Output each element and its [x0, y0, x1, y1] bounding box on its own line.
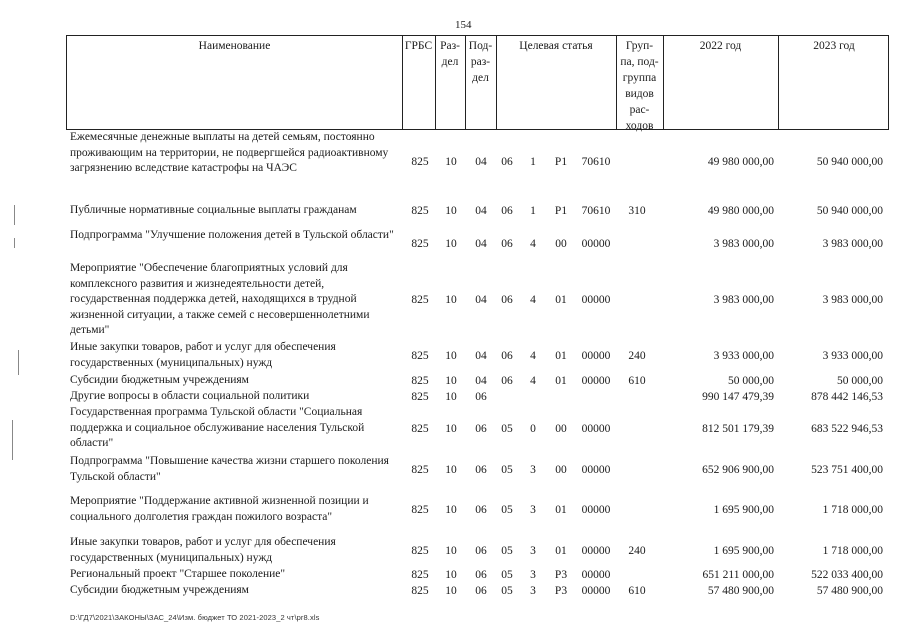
- row-name: Другие вопросы в области социальной политики: [70, 390, 310, 402]
- cell-rz: 10: [445, 204, 457, 217]
- cell-pr: 06: [475, 422, 487, 435]
- cell-t2: 0: [530, 422, 536, 435]
- file-path-footer: D:\ГД7\2021\ЗАКОНЫ\ЗАС_24\Изм. бюджет ТО 2021-2023_2 чт\pr8.xls: [70, 613, 320, 622]
- cell-v2023: 1 718 000,00: [822, 503, 883, 516]
- header-podrazdel: Под- раз- дел: [468, 40, 493, 84]
- cell-v2022: 57 480 900,00: [707, 584, 774, 597]
- row-name: Субсидии бюджетным учреждениям: [70, 374, 249, 386]
- cell-rz: 10: [445, 422, 457, 435]
- cell-vr: 610: [628, 374, 646, 387]
- cell-v2022: 3 983 000,00: [713, 293, 774, 306]
- cell-t4: 00000: [581, 349, 611, 362]
- cell-rz: 10: [445, 568, 457, 581]
- cell-rz: 10: [445, 374, 457, 387]
- cell-pr: 04: [475, 293, 487, 306]
- cell-rz: 10: [445, 349, 457, 362]
- cell-grbs: 825: [411, 155, 429, 168]
- row-name: Мероприятие "Обеспечение благоприятных условий для комплексного развития и жизнедеятельности детей, государственная поддержка детей, находящихся в трудной жизненной ситуации, а также семей с несовершеннолетними детьми": [70, 262, 370, 336]
- header-razdel: Раз- дел: [440, 40, 460, 68]
- header-group: Груп- па, под- группа видов рас- ходов: [620, 40, 659, 132]
- cell-t3: 00: [555, 237, 567, 250]
- cell-v2022: 1 695 900,00: [713, 544, 774, 557]
- cell-t1: 06: [501, 237, 513, 250]
- cell-t2: 3: [530, 544, 536, 557]
- cell-pr: 06: [475, 584, 487, 597]
- cell-t4: 00000: [581, 544, 611, 557]
- cell-grbs: 825: [411, 293, 429, 306]
- cell-t2: 3: [530, 503, 536, 516]
- row-name: Субсидии бюджетным учреждениям: [70, 584, 249, 596]
- cell-t3: P1: [554, 155, 568, 168]
- cell-grbs: 825: [411, 237, 429, 250]
- cell-t2: 3: [530, 463, 536, 476]
- cell-v2022: 990 147 479,39: [702, 390, 774, 403]
- cell-t2: 4: [530, 293, 536, 306]
- table-row: [0, 535, 905, 567]
- cell-t3: 01: [555, 503, 567, 516]
- cell-t2: 4: [530, 374, 536, 387]
- cell-t1: 06: [501, 374, 513, 387]
- table-row: [0, 389, 905, 405]
- row-name: Иные закупки товаров, работ и услуг для обеспечения государственных (муниципальных) нужд: [70, 536, 336, 564]
- row-name: Иные закупки товаров, работ и услуг для обеспечения государственных (муниципальных) нужд: [70, 341, 336, 369]
- cell-t4: 00000: [581, 503, 611, 516]
- table-row: [0, 583, 905, 599]
- cell-grbs: 825: [411, 584, 429, 597]
- cell-v2022: 3 983 000,00: [713, 237, 774, 250]
- cell-v2023: 523 751 400,00: [811, 463, 883, 476]
- header-2023: 2023 год: [813, 40, 855, 52]
- header-grbs: ГРБС: [404, 40, 433, 52]
- cell-pr: 06: [475, 503, 487, 516]
- cell-grbs: 825: [411, 503, 429, 516]
- cell-t3: P3: [554, 584, 568, 597]
- row-name: Государственная программа Тульской области "Социальная поддержка и социальное обслуживание населения Тульской области": [70, 406, 365, 449]
- cell-v2023: 683 522 946,53: [811, 422, 883, 435]
- row-name: Подпрограмма "Повышение качества жизни старшего поколения Тульской области": [70, 455, 389, 483]
- cell-pr: 04: [475, 204, 487, 217]
- cell-v2023: 50 940 000,00: [816, 204, 883, 217]
- table-row: [0, 494, 905, 526]
- cell-v2023: 1 718 000,00: [822, 544, 883, 557]
- cell-t2: 3: [530, 584, 536, 597]
- cell-t3: 00: [555, 463, 567, 476]
- cell-t2: 4: [530, 237, 536, 250]
- cell-pr: 04: [475, 349, 487, 362]
- table-row: [0, 567, 905, 583]
- cell-rz: 10: [445, 463, 457, 476]
- cell-t1: 06: [501, 349, 513, 362]
- cell-t4: 00000: [581, 374, 611, 387]
- cell-vr: 240: [628, 544, 646, 557]
- page-number: 154: [455, 19, 472, 31]
- cell-grbs: 825: [411, 544, 429, 557]
- cell-v2022: 49 980 000,00: [707, 204, 774, 217]
- cell-t3: 01: [555, 293, 567, 306]
- cell-v2023: 3 983 000,00: [822, 293, 883, 306]
- cell-v2022: 1 695 900,00: [713, 503, 774, 516]
- cell-rz: 10: [445, 584, 457, 597]
- cell-v2023: 57 480 900,00: [816, 584, 883, 597]
- cell-v2022: 3 933 000,00: [713, 349, 774, 362]
- cell-t3: P1: [554, 204, 568, 217]
- cell-vr: 240: [628, 349, 646, 362]
- cell-grbs: 825: [411, 349, 429, 362]
- table-row: [0, 405, 905, 453]
- row-name: Региональный проект "Старшее поколение": [70, 568, 286, 580]
- cell-t1: 05: [501, 422, 513, 435]
- cell-t4: 00000: [581, 237, 611, 250]
- cell-t4: 00000: [581, 422, 611, 435]
- cell-v2023: 50 000,00: [837, 374, 883, 387]
- cell-grbs: 825: [411, 204, 429, 217]
- cell-t1: 06: [501, 155, 513, 168]
- cell-t4: 00000: [581, 584, 611, 597]
- cell-pr: 06: [475, 463, 487, 476]
- cell-rz: 10: [445, 237, 457, 250]
- cell-t3: P3: [554, 568, 568, 581]
- row-name: Мероприятие "Поддержание активной жизненной позиции и социального долголетия граждан пожилого возраста": [70, 495, 369, 523]
- cell-t2: 1: [530, 204, 536, 217]
- cell-grbs: 825: [411, 568, 429, 581]
- cell-rz: 10: [445, 503, 457, 516]
- cell-t4: 00000: [581, 568, 611, 581]
- cell-t1: 05: [501, 503, 513, 516]
- table-row: [0, 203, 905, 219]
- cell-t4: 70610: [581, 155, 611, 168]
- cell-v2022: 652 906 900,00: [702, 463, 774, 476]
- cell-t1: 05: [501, 584, 513, 597]
- cell-t4: 00000: [581, 293, 611, 306]
- cell-t1: 05: [501, 568, 513, 581]
- cell-t4: 70610: [581, 204, 611, 217]
- cell-t3: 01: [555, 544, 567, 557]
- cell-v2023: 3 933 000,00: [822, 349, 883, 362]
- cell-grbs: 825: [411, 422, 429, 435]
- table-row: [0, 340, 905, 372]
- cell-pr: 04: [475, 155, 487, 168]
- cell-t1: 05: [501, 544, 513, 557]
- cell-grbs: 825: [411, 463, 429, 476]
- cell-v2023: 878 442 146,53: [811, 390, 883, 403]
- cell-v2023: 522 033 400,00: [811, 568, 883, 581]
- cell-rz: 10: [445, 293, 457, 306]
- row-name: Публичные нормативные социальные выплаты гражданам: [70, 204, 357, 216]
- cell-v2022: 50 000,00: [728, 374, 774, 387]
- cell-t3: 01: [555, 349, 567, 362]
- cell-grbs: 825: [411, 374, 429, 387]
- cell-t2: 1: [530, 155, 536, 168]
- cell-t4: 00000: [581, 463, 611, 476]
- cell-v2023: 50 940 000,00: [816, 155, 883, 168]
- cell-t2: 4: [530, 349, 536, 362]
- cell-pr: 06: [475, 544, 487, 557]
- cell-rz: 10: [445, 544, 457, 557]
- table-row: [0, 228, 905, 260]
- cell-grbs: 825: [411, 390, 429, 403]
- cell-pr: 04: [475, 237, 487, 250]
- table-row: [0, 454, 905, 486]
- cell-rz: 10: [445, 155, 457, 168]
- row-name: Ежемесячные денежные выплаты на детей семьям, постоянно проживающим на территории, не подвергшейся радиоактивному загрязнению вследствие катастрофы на ЧАЭС: [70, 131, 389, 174]
- table-row: [0, 373, 905, 389]
- cell-t2: 3: [530, 568, 536, 581]
- cell-vr: 610: [628, 584, 646, 597]
- header-2022: 2022 год: [699, 40, 742, 52]
- cell-t3: 00: [555, 422, 567, 435]
- cell-v2022: 651 211 000,00: [702, 568, 774, 581]
- row-name: Подпрограмма "Улучшение положения детей в Тульской области": [70, 229, 394, 241]
- cell-vr: 310: [628, 204, 646, 217]
- header-target: Целевая статья: [519, 40, 593, 52]
- cell-t3: 01: [555, 374, 567, 387]
- cell-pr: 04: [475, 374, 487, 387]
- cell-t1: 06: [501, 293, 513, 306]
- cell-pr: 06: [475, 568, 487, 581]
- cell-rz: 10: [445, 390, 457, 403]
- header-name: Наименование: [198, 40, 271, 52]
- cell-v2023: 3 983 000,00: [822, 237, 883, 250]
- table-row: [0, 261, 905, 339]
- cell-v2022: 812 501 179,39: [702, 422, 774, 435]
- table-row: [0, 130, 905, 194]
- cell-t1: 05: [501, 463, 513, 476]
- cell-t1: 06: [501, 204, 513, 217]
- cell-v2022: 49 980 000,00: [707, 155, 774, 168]
- cell-pr: 06: [475, 390, 487, 403]
